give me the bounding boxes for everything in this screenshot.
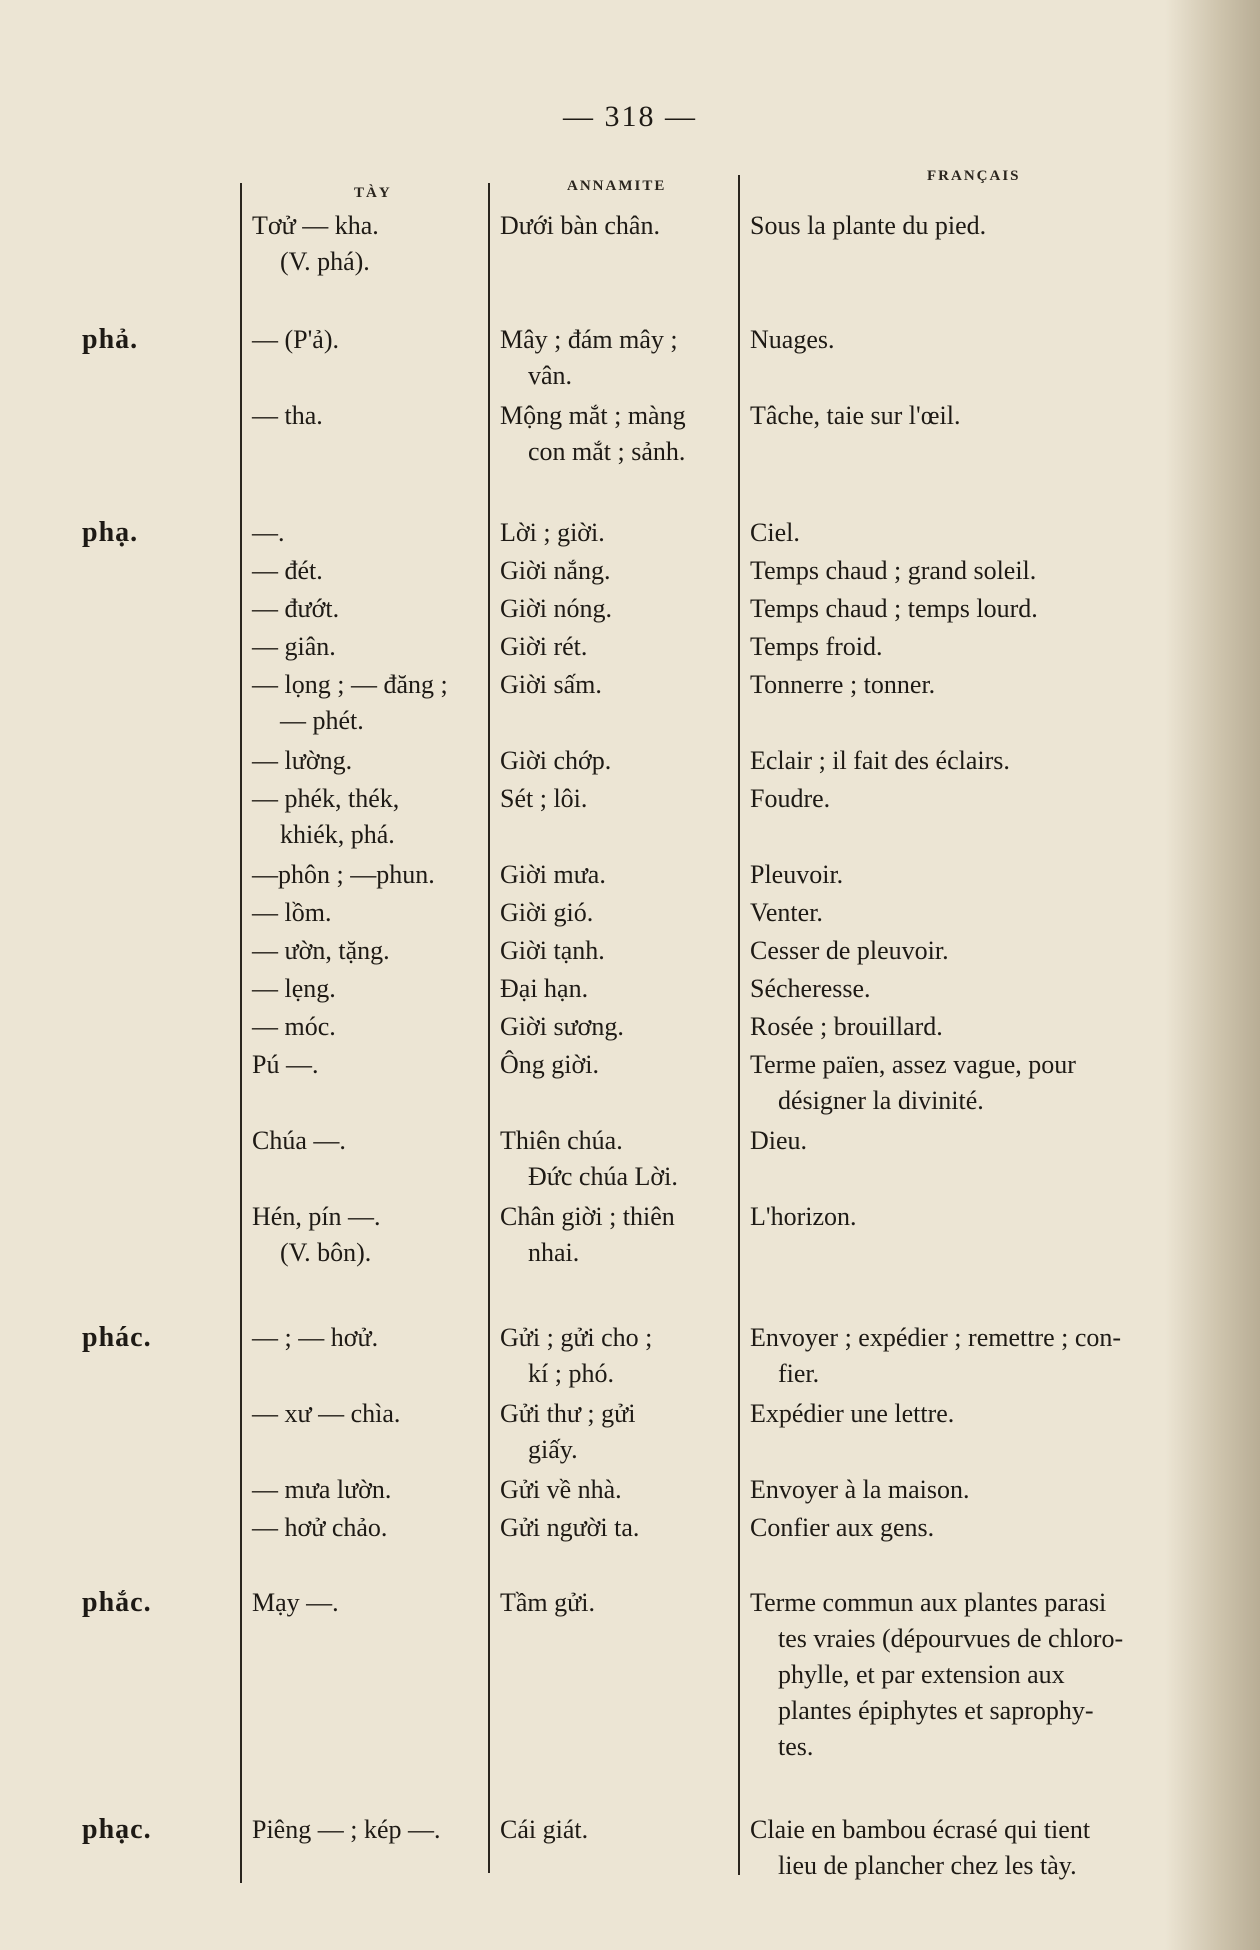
annamite-cell-line: nhai.: [528, 1238, 580, 1267]
tay-cell-line: Hén, pín —.: [252, 1202, 381, 1231]
tay-cell: [252, 1009, 482, 1045]
francais-cell-line: Venter.: [750, 898, 823, 927]
francais-cell-line: tes vraies (dépourvues de chloro-: [778, 1624, 1124, 1653]
francais-cell: [750, 857, 1200, 893]
tay-cell-line: — lẹng.: [252, 974, 336, 1003]
annamite-cell-line: Giời tạnh.: [500, 936, 605, 965]
annamite-cell: [500, 1812, 732, 1848]
tay-cell-line: — móc.: [252, 1012, 336, 1041]
francais-cell: [750, 1812, 1200, 1884]
tay-cell: [252, 629, 482, 665]
tay-cell-line: — lường.: [252, 746, 353, 775]
tay-cell: [252, 1472, 482, 1508]
tay-cell-line: — phét.: [280, 706, 364, 735]
francais-cell-line: Rosée ; brouillard.: [750, 1012, 943, 1041]
francais-cell-line: Envoyer à la maison.: [750, 1475, 970, 1504]
francais-cell: [750, 895, 1200, 931]
francais-cell: [750, 667, 1200, 703]
tay-cell-line: — mưa lườn.: [252, 1475, 392, 1504]
tay-cell: [252, 895, 482, 931]
francais-cell: [750, 591, 1200, 627]
francais-cell-line: Sous la plante du pied.: [750, 211, 987, 240]
annamite-cell: [500, 781, 732, 817]
francais-cell-line: lieu de plancher chez les tày.: [778, 1851, 1077, 1880]
francais-cell-line: Confier aux gens.: [750, 1513, 935, 1542]
annamite-cell: [500, 398, 732, 470]
column-header-annamite: ANNAMITE: [567, 178, 667, 194]
tay-cell-line: (V. bôn).: [280, 1238, 372, 1267]
francais-cell: [750, 629, 1200, 665]
annamite-cell: [500, 1123, 732, 1195]
annamite-cell-line: Giời chớp.: [500, 746, 612, 775]
annamite-cell-line: con mắt ; sảnh.: [528, 437, 686, 466]
tay-cell: [252, 667, 482, 739]
column-rule-left: [240, 183, 242, 1883]
tay-cell: [252, 515, 482, 551]
column-rule-middle: [488, 183, 490, 1873]
francais-cell: [750, 1047, 1200, 1119]
francais-cell: [750, 208, 1200, 244]
francais-cell: [750, 971, 1200, 1007]
francais-cell-line: désigner la divinité.: [778, 1086, 984, 1115]
francais-cell-line: Terme païen, assez vague, pour: [750, 1050, 1076, 1079]
annamite-cell: [500, 667, 732, 703]
francais-cell: [750, 398, 1200, 434]
francais-cell-line: L'horizon.: [750, 1202, 857, 1231]
annamite-cell-line: Giời sương.: [500, 1012, 624, 1041]
francais-cell-line: Temps froid.: [750, 632, 883, 661]
francais-cell: [750, 1123, 1200, 1159]
tay-cell: [252, 208, 482, 280]
tay-cell: [252, 971, 482, 1007]
annamite-cell: [500, 322, 732, 394]
annamite-cell-line: Mây ; đám mây ;: [500, 325, 678, 354]
entry-headword: phạc.: [82, 1814, 152, 1845]
francais-cell: [750, 1009, 1200, 1045]
francais-cell: [750, 1585, 1200, 1765]
tay-cell-line: Mạy —.: [252, 1588, 339, 1617]
tay-cell: [252, 857, 482, 893]
tay-cell: [252, 398, 482, 434]
annamite-cell: [500, 1585, 732, 1621]
annamite-cell-line: vân.: [528, 361, 573, 390]
tay-cell-line: —phôn ; —phun.: [252, 860, 435, 889]
annamite-cell: [500, 1472, 732, 1508]
tay-cell-line: —.: [252, 518, 285, 547]
annamite-cell: [500, 1199, 732, 1271]
tay-cell-line: — phék, thék,: [252, 784, 400, 813]
tay-cell-line: — (P'ả).: [252, 325, 340, 354]
annamite-cell-line: Dưới bàn chân.: [500, 211, 660, 240]
entry-headword: phạ.: [82, 517, 139, 548]
column-header-tay: TÀY: [354, 185, 392, 201]
tay-cell: [252, 781, 482, 853]
francais-cell: [750, 322, 1200, 358]
tay-cell-line: khiék, phá.: [280, 820, 395, 849]
annamite-cell: [500, 1009, 732, 1045]
tay-cell-line: (V. phá).: [280, 247, 370, 276]
annamite-cell: [500, 208, 732, 244]
annamite-cell-line: Chân giời ; thiên: [500, 1202, 675, 1231]
francais-cell: [750, 1472, 1200, 1508]
annamite-cell-line: Gửi ; gửi cho ;: [500, 1323, 653, 1352]
francais-cell-line: Claie en bambou écrasé qui tient: [750, 1815, 1091, 1844]
tay-cell: [252, 743, 482, 779]
annamite-cell-line: Cái giát.: [500, 1815, 589, 1844]
francais-cell-line: Tonnerre ; tonner.: [750, 670, 936, 699]
tay-cell-line: — ; — hơử.: [252, 1323, 379, 1352]
annamite-cell-line: Giời gió.: [500, 898, 594, 927]
annamite-cell: [500, 515, 732, 551]
tay-cell-line: — ườn, tặng.: [252, 936, 390, 965]
annamite-cell: [500, 591, 732, 627]
francais-cell-line: Cesser de pleuvoir.: [750, 936, 949, 965]
column-rule-right: [738, 175, 740, 1875]
francais-cell: [750, 1396, 1200, 1432]
tay-cell: [252, 1123, 482, 1159]
francais-cell: [750, 553, 1200, 589]
page-number: — 318 —: [563, 100, 697, 133]
annamite-cell-line: kí ; phó.: [528, 1359, 614, 1388]
francais-cell: [750, 1199, 1200, 1235]
francais-cell-line: fier.: [778, 1359, 820, 1388]
francais-cell: [750, 933, 1200, 969]
annamite-cell-line: Ông giời.: [500, 1050, 599, 1079]
annamite-cell: [500, 933, 732, 969]
tay-cell: [252, 322, 482, 358]
tay-cell: [252, 1510, 482, 1546]
annamite-cell: [500, 857, 732, 893]
annamite-cell-line: Mộng mắt ; màng: [500, 401, 686, 430]
francais-cell: [750, 743, 1200, 779]
tay-cell: [252, 1320, 482, 1356]
tay-cell-line: Chúa —.: [252, 1126, 346, 1155]
annamite-cell: [500, 1320, 732, 1392]
annamite-cell-line: Gửi người ta.: [500, 1513, 640, 1542]
annamite-cell: [500, 1510, 732, 1546]
francais-cell-line: Sécheresse.: [750, 974, 871, 1003]
annamite-cell-line: giấy.: [528, 1435, 578, 1464]
tay-cell: [252, 1396, 482, 1432]
francais-cell-line: Terme commun aux plantes parasi: [750, 1588, 1107, 1617]
tay-cell-line: — lọng ; — đăng ;: [252, 670, 448, 699]
entry-headword: phả.: [82, 324, 139, 355]
francais-cell-line: Foudre.: [750, 784, 831, 813]
annamite-cell-line: Giời nóng.: [500, 594, 612, 623]
annamite-cell-line: Gửi thư ; gửi: [500, 1399, 636, 1428]
tay-cell: [252, 553, 482, 589]
annamite-cell: [500, 629, 732, 665]
tay-cell-line: — giân.: [252, 632, 336, 661]
tay-cell: [252, 591, 482, 627]
annamite-cell: [500, 971, 732, 1007]
tay-cell-line: Tơử — kha.: [252, 211, 379, 240]
francais-cell-line: plantes épiphytes et saprophy-: [778, 1696, 1094, 1725]
tay-cell-line: — tha.: [252, 401, 323, 430]
annamite-cell: [500, 1047, 732, 1083]
francais-cell-line: phylle, et par extension aux: [778, 1660, 1065, 1689]
annamite-cell-line: Tầm gửi.: [500, 1588, 595, 1617]
francais-cell-line: tes.: [778, 1732, 814, 1761]
tay-cell-line: — hơử chảo.: [252, 1513, 388, 1542]
francais-cell-line: Tâche, taie sur l'œil.: [750, 401, 961, 430]
annamite-cell-line: Lời ; giời.: [500, 518, 605, 547]
francais-cell-line: Dieu.: [750, 1126, 808, 1155]
annamite-cell: [500, 553, 732, 589]
francais-cell-line: Envoyer ; expédier ; remettre ; con-: [750, 1323, 1122, 1352]
francais-cell: [750, 1510, 1200, 1546]
francais-cell: [750, 515, 1200, 551]
francais-cell-line: Temps chaud ; temps lourd.: [750, 594, 1038, 623]
entry-headword: phắc.: [82, 1587, 152, 1618]
francais-cell-line: Expédier une lettre.: [750, 1399, 955, 1428]
tay-cell: [252, 1812, 482, 1848]
annamite-cell-line: Đức chúa Lời.: [528, 1162, 678, 1191]
entry-headword: phác.: [82, 1322, 152, 1353]
annamite-cell-line: Giời sấm.: [500, 670, 602, 699]
francais-cell-line: Pleuvoir.: [750, 860, 844, 889]
francais-cell-line: Ciel.: [750, 518, 800, 547]
tay-cell: [252, 1199, 482, 1271]
annamite-cell: [500, 743, 732, 779]
annamite-cell: [500, 895, 732, 931]
annamite-cell-line: Sét ; lôi.: [500, 784, 588, 813]
tay-cell-line: — đét.: [252, 556, 323, 585]
francais-cell-line: Eclair ; il fait des éclairs.: [750, 746, 1010, 775]
tay-cell: [252, 933, 482, 969]
francais-cell: [750, 781, 1200, 817]
annamite-cell-line: Giời mưa.: [500, 860, 606, 889]
annamite-cell-line: Thiên chúa.: [500, 1126, 623, 1155]
tay-cell: [252, 1047, 482, 1083]
tay-cell-line: Piêng — ; kép —.: [252, 1815, 441, 1844]
francais-cell-line: Nuages.: [750, 325, 835, 354]
annamite-cell-line: Giời rét.: [500, 632, 588, 661]
annamite-cell: [500, 1396, 732, 1468]
annamite-cell-line: Gửi về nhà.: [500, 1475, 622, 1504]
column-header-francais: FRANÇAIS: [927, 168, 1021, 184]
annamite-cell-line: Đại hạn.: [500, 974, 589, 1003]
tay-cell-line: — xư — chìa.: [252, 1399, 401, 1428]
francais-cell-line: Temps chaud ; grand soleil.: [750, 556, 1037, 585]
annamite-cell-line: Giời nắng.: [500, 556, 611, 585]
francais-cell: [750, 1320, 1200, 1392]
tay-cell-line: — lồm.: [252, 898, 332, 927]
tay-cell-line: Pú —.: [252, 1050, 319, 1079]
tay-cell: [252, 1585, 482, 1621]
tay-cell-line: — đướt.: [252, 594, 340, 623]
